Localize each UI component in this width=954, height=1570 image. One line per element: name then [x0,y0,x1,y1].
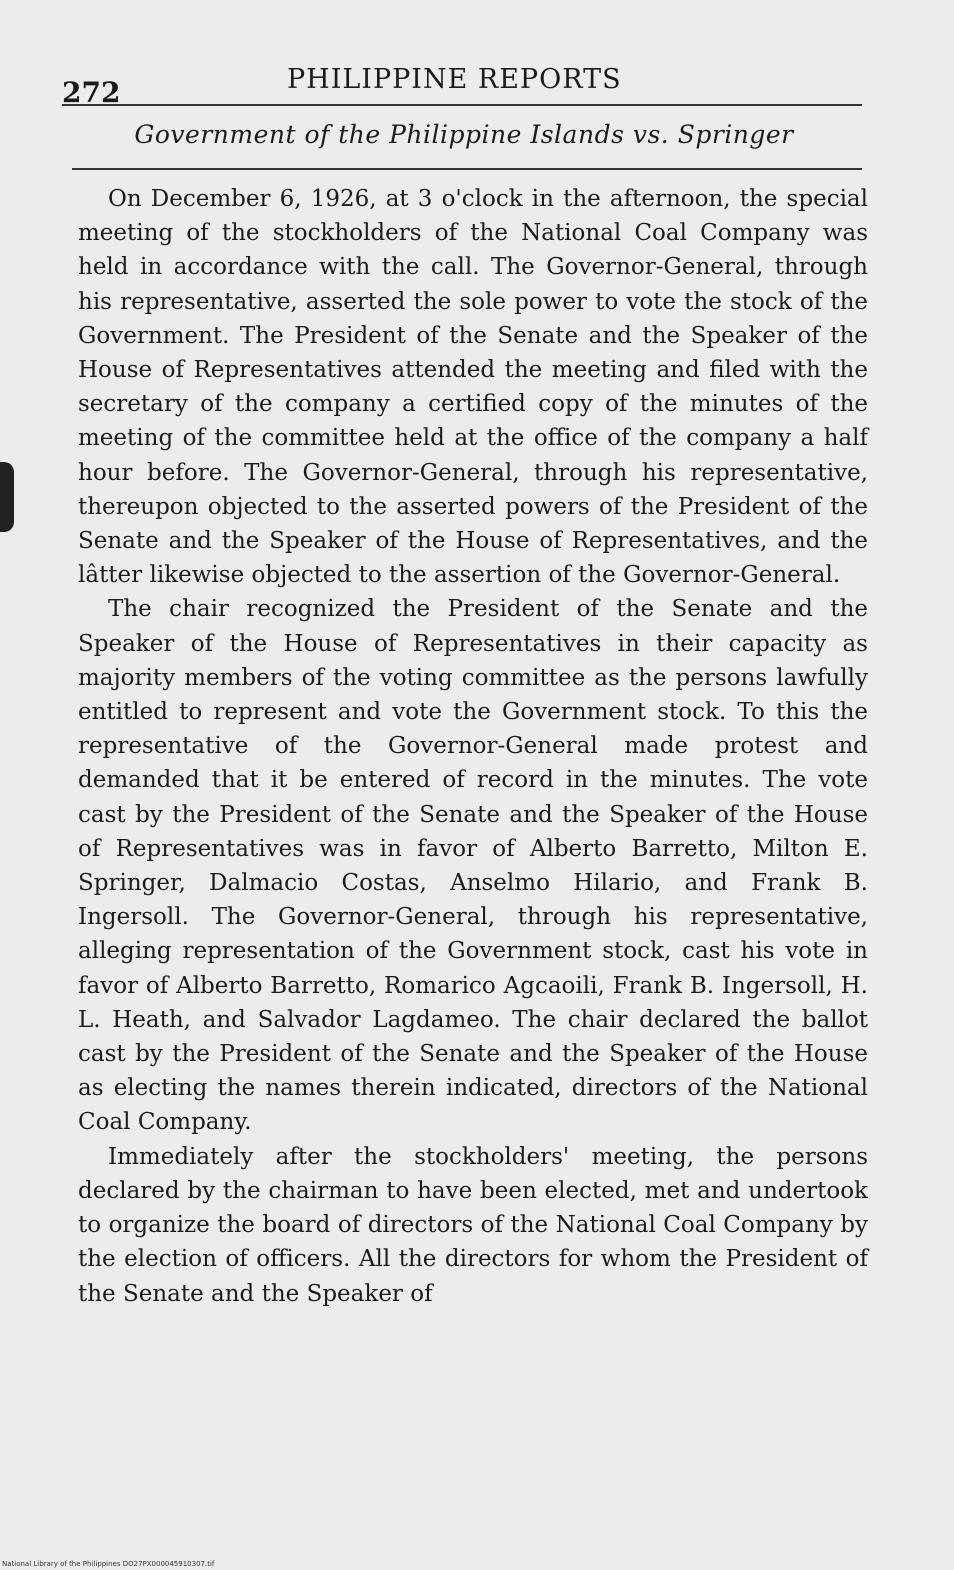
binding-shadow [0,462,14,532]
paragraph: The chair recognized the President of the Senate and the Speaker of the House of Representatives in their capacity as majority members of the voting committee as the persons lawfully entitled to represent and vote the Government stock. To this the representative of the Governor-General made protest and demanded that it be entered of record in the minutes. The vote cast by the President of the Senate and the Speaker of the House of Representatives was in favor of Alberto Barretto, Milton E. Springer, Dalmacio Costas, Anselmo Hilario, and Frank B. Ingersoll. The Governor-General, through his representative, alleging representation of the Government stock, cast his vote in favor of Alberto Barretto, Romarico Agcaoili, Frank B. Ingersoll, H. L. Heath, and Salvador Lagdameo. The chair declared the ballot cast by the President of the Senate and the Speaker of the House as electing the names therein indicated, directors of the National Coal Company. [78,596,868,1136]
page-header [62,60,862,109]
running-head: PHILIPPINE REPORTS [287,64,622,95]
body-text [78,182,868,1311]
paragraph: Immediately after the stockholders' meeting, the persons declared by the chairman to have been elected, met and undertook to organize the board of directors of the National Coal Company by the election of officers. All the directors for whom the President of the Senate and the Speaker of [78,1143,868,1307]
case-title: Government of the Philippine Islands vs. Springer [134,120,794,149]
title-divider [72,168,862,170]
scan-credit: National Library of the Philippines DO27PX000045910307.tif [2,1560,215,1568]
page-number: 272 [62,76,121,109]
paragraph: On December 6, 1926, at 3 o'clock in the afternoon, the special meeting of the stockholders of the National Coal Company was held in accordance with the call. The Governor-General, through his representative, asserted the sole power to vote the stock of the Government. The President of the Senate and the Speaker of the House of Representatives attended the meeting and filed with the secretary of the company a certified copy of the minutes of the meeting of the committee held at the office of the company a half hour before. The Governor-General, through his representative, thereupon objected to the asserted powers of the President of the Senate and the Speaker of the House of Representatives, and the lâtter likewise objected to the assertion of the Governor-General. [78,186,868,589]
